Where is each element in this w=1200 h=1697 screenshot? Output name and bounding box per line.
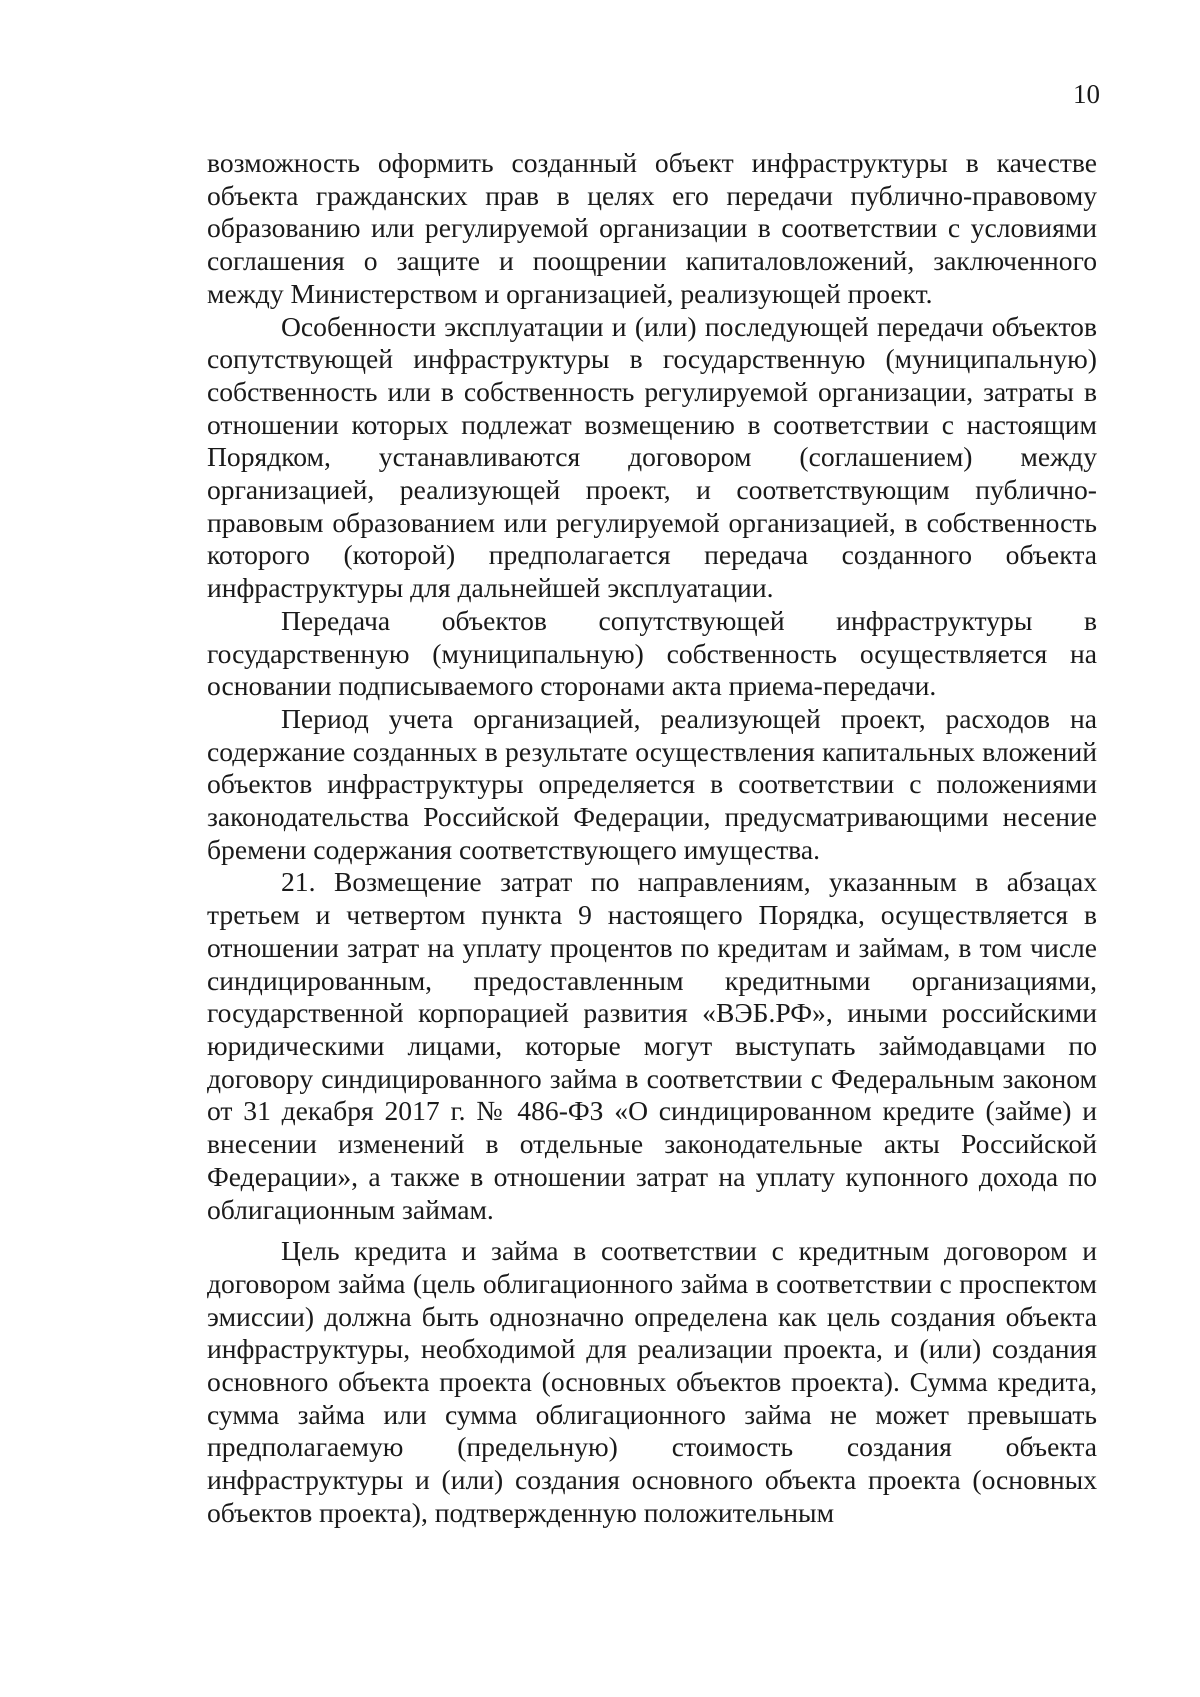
- document-body: [207, 147, 1097, 1530]
- paragraph-loan-purpose: Цель кредита и займа в соответствии с кредитным договором и договором займа (цель облигационного займа в соответствии с проспектом эмиссии) должна быть однозначно определена как цель создания объекта инфраструктуры, необходимой для реализации проекта, и (или) создания основного объекта проекта (основных объектов проекта). Сумма кредита, сумма займа или сумма облигационного займа не может превышать предполагаемую (предельную) стоимость создания объекта инфраструктуры и (или) создания основного объекта проекта (основных объектов проекта), подтвержденную положительным: [207, 1235, 1097, 1528]
- paragraph-continuation: возможность оформить созданный объект инфраструктуры в качестве объекта гражданских прав в целях его передачи публично-правовому образованию или регулируемой организации в соответствии с условиями соглашения о защите и поощрении капиталовложений, заключенного между Министерством и организацией, реализующей проект.: [207, 147, 1097, 309]
- paragraph-transfer: Передача объектов сопутствующей инфраструктуры в государственную (муниципальную) собственность осуществляется на основании подписываемого сторонами акта приема-передачи.: [207, 604, 1097, 702]
- page-number: 10: [1073, 79, 1100, 109]
- paragraph-accounting-period: Период учета организацией, реализующей проект, расходов на содержание созданных в результате осуществления капитальных вложений объектов инфраструктуры определяется в соответствии с положениями законодательства Российской Федерации, предусматривающими несение бремени содержания соответствующего имущества.: [207, 702, 1097, 865]
- paragraph-operation-features: Особенности эксплуатации и (или) последующей передачи объектов сопутствующей инфраструктуры в государственную (муниципальную) собственность или в собственность регулируемой организации, затраты в отношении которых подлежат возмещению в соответствии с настоящим Порядком, устанавливаются договором (соглашением) между организацией, реализующей проект, и соответствующим публично-правовым образованием или регулируемой организацией, в собственность которого (которой) предполагается передача созданного объекта инфраструктуры для дальнейшей эксплуатации.: [207, 310, 1097, 604]
- paragraph-item-21: 21. Возмещение затрат по направлениям, указанным в абзацах третьем и четвертом пункта 9 настоящего Порядка, осуществляется в отношении затрат на уплату процентов по кредитам и займам, в том числе синдицированным, предоставленным кредитными организациями, государственной корпорацией развития «ВЭБ.РФ», иными российскими юридическими лицами, которые могут выступать займодавцами по договору синдицированного займа в соответствии с Федеральным законом от 31 декабря 2017 г. № 486-ФЗ «О синдицированном кредите (займе) и внесении изменений в отдельные законодательные акты Российской Федерации», а также в отношении затрат на уплату купонного дохода по облигационным займам.: [207, 866, 1097, 1225]
